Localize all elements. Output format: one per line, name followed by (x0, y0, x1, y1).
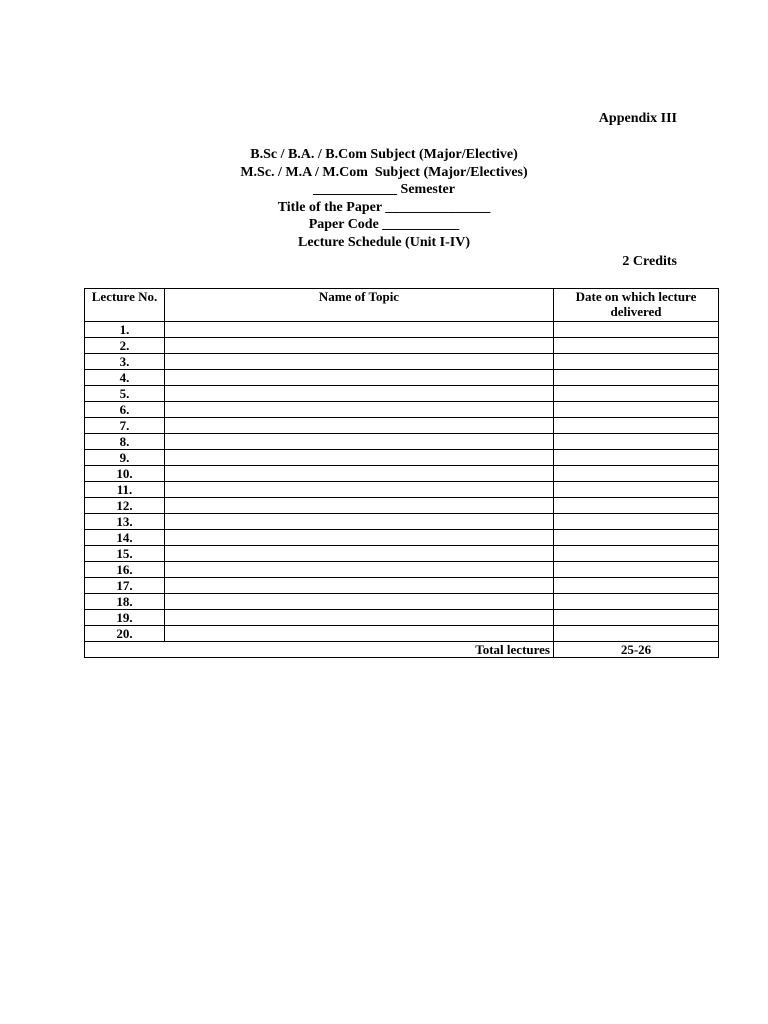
date-cell[interactable] (554, 578, 719, 594)
total-row (85, 642, 719, 658)
date-cell[interactable] (554, 610, 719, 626)
table-row (85, 498, 719, 514)
lecture-number-cell: 20. (85, 626, 165, 642)
topic-cell[interactable] (165, 626, 554, 642)
table-row (85, 354, 719, 370)
table-row (85, 562, 719, 578)
lecture-number-cell: 3. (85, 354, 165, 370)
column-header-topic: Name of Topic (165, 289, 554, 322)
table-row (85, 610, 719, 626)
topic-cell[interactable] (165, 322, 554, 338)
date-cell[interactable] (554, 386, 719, 402)
table-row (85, 546, 719, 562)
table-row (85, 594, 719, 610)
date-cell[interactable] (554, 402, 719, 418)
lecture-number-cell: 10. (85, 466, 165, 482)
date-cell[interactable] (554, 354, 719, 370)
topic-cell[interactable] (165, 402, 554, 418)
header-line-semester: ____________ Semester (313, 182, 455, 197)
date-cell[interactable] (554, 626, 719, 642)
table-row (85, 402, 719, 418)
date-cell[interactable] (554, 562, 719, 578)
date-cell[interactable] (554, 466, 719, 482)
lecture-number-cell: 15. (85, 546, 165, 562)
topic-cell[interactable] (165, 338, 554, 354)
table-row (85, 514, 719, 530)
table-row (85, 626, 719, 642)
lecture-number-cell: 6. (85, 402, 165, 418)
topic-cell[interactable] (165, 498, 554, 514)
table-row (85, 530, 719, 546)
topic-cell[interactable] (165, 354, 554, 370)
lecture-number-cell: 2. (85, 338, 165, 354)
table-row (85, 466, 719, 482)
topic-cell[interactable] (165, 434, 554, 450)
lecture-number-cell: 18. (85, 594, 165, 610)
topic-cell[interactable] (165, 546, 554, 562)
document-header (0, 146, 768, 251)
date-cell[interactable] (554, 418, 719, 434)
date-cell[interactable] (554, 482, 719, 498)
lecture-number-cell: 19. (85, 610, 165, 626)
topic-cell[interactable] (165, 482, 554, 498)
table-row (85, 482, 719, 498)
lecture-number-cell: 4. (85, 370, 165, 386)
topic-cell[interactable] (165, 418, 554, 434)
table-row (85, 434, 719, 450)
topic-cell[interactable] (165, 578, 554, 594)
header-line-paper-code: Paper Code ___________ (308, 217, 460, 232)
table-row (85, 322, 719, 338)
table-header-row (85, 289, 719, 322)
table-row (85, 418, 719, 434)
topic-cell[interactable] (165, 562, 554, 578)
total-lectures-label: Total lectures (85, 642, 554, 658)
lecture-number-cell: 12. (85, 498, 165, 514)
lecture-number-cell: 5. (85, 386, 165, 402)
header-line-degree-pg: M.Sc. / M.A / M.Com Subject (Major/Electives) (240, 164, 528, 180)
appendix-label: Appendix III (598, 111, 677, 126)
lecture-number-cell: 14. (85, 530, 165, 546)
credits-label: 2 Credits (622, 254, 677, 269)
header-line-degree-ug: B.Sc / B.A. / B.Com Subject (Major/Elective) (250, 147, 518, 162)
lecture-number-cell: 1. (85, 322, 165, 338)
table-row (85, 370, 719, 386)
lecture-number-cell: 17. (85, 578, 165, 594)
header-line-schedule: Lecture Schedule (Unit I-IV) (297, 234, 470, 250)
date-cell[interactable] (554, 322, 719, 338)
topic-cell[interactable] (165, 386, 554, 402)
topic-cell[interactable] (165, 530, 554, 546)
date-cell[interactable] (554, 594, 719, 610)
topic-cell[interactable] (165, 594, 554, 610)
topic-cell[interactable] (165, 370, 554, 386)
date-cell[interactable] (554, 370, 719, 386)
lecture-number-cell: 9. (85, 450, 165, 466)
date-cell[interactable] (554, 546, 719, 562)
header-line-paper-title: Title of the Paper _______________ (277, 199, 491, 215)
lecture-number-cell: 13. (85, 514, 165, 530)
lecture-number-cell: 7. (85, 418, 165, 434)
lecture-schedule-table (84, 288, 719, 658)
date-cell[interactable] (554, 338, 719, 354)
table-row (85, 338, 719, 354)
table-row (85, 450, 719, 466)
column-header-lecture-no: Lecture No. (85, 289, 165, 322)
lecture-number-cell: 8. (85, 434, 165, 450)
date-cell[interactable] (554, 450, 719, 466)
lecture-number-cell: 11. (85, 482, 165, 498)
date-cell[interactable] (554, 498, 719, 514)
topic-cell[interactable] (165, 514, 554, 530)
topic-cell[interactable] (165, 450, 554, 466)
date-cell[interactable] (554, 530, 719, 546)
topic-cell[interactable] (165, 610, 554, 626)
total-lectures-value: 25-26 (554, 642, 719, 658)
date-cell[interactable] (554, 434, 719, 450)
table-row (85, 578, 719, 594)
date-cell[interactable] (554, 514, 719, 530)
lecture-number-cell: 16. (85, 562, 165, 578)
table-row (85, 386, 719, 402)
topic-cell[interactable] (165, 466, 554, 482)
column-header-date: Date on which lecture delivered (554, 289, 719, 322)
